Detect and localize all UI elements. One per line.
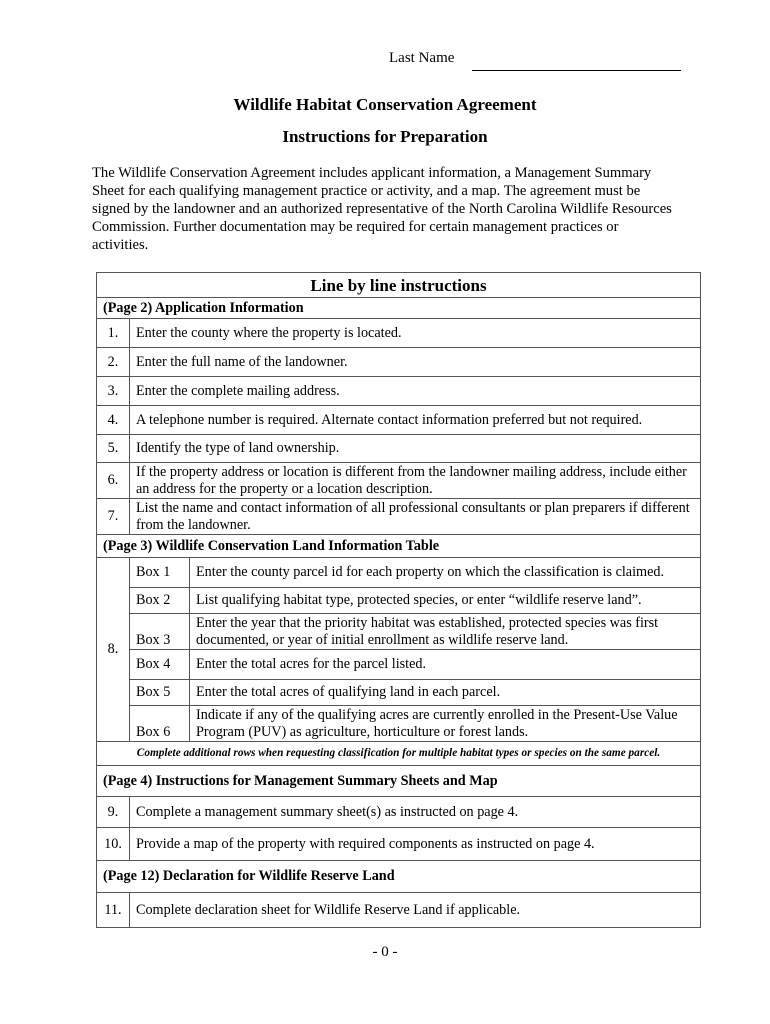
last-name-label: Last Name bbox=[389, 50, 455, 66]
box-text: List qualifying habitat type, protected species, or enter “wildlife reserve land”. bbox=[190, 588, 701, 614]
table-row bbox=[97, 377, 701, 406]
line-text: Enter the full name of the landowner. bbox=[130, 348, 701, 377]
line-text: List the name and contact information of all professional consultants or plan preparers if different from the landowner. bbox=[130, 499, 701, 535]
line-text: Enter the complete mailing address. bbox=[130, 377, 701, 406]
line-number: 7. bbox=[97, 499, 130, 535]
box-text: Enter the year that the priority habitat was established, protected species was first documented, or year of initial enrollment as wildlife reserve land. bbox=[190, 614, 701, 650]
table-row bbox=[97, 797, 701, 828]
table-row bbox=[97, 828, 701, 861]
box-label: Box 4 bbox=[130, 650, 190, 680]
line-text: If the property address or location is different from the landowner mailing address, include either an address for the property or a location description. bbox=[130, 463, 701, 499]
line-number: 9. bbox=[97, 797, 130, 828]
line-number: 1. bbox=[97, 319, 130, 348]
line-number: 6. bbox=[97, 463, 130, 499]
table-row bbox=[97, 588, 701, 614]
table-row bbox=[97, 614, 701, 650]
line-number: 2. bbox=[97, 348, 130, 377]
table-row bbox=[97, 558, 701, 588]
line-text: Enter the county where the property is located. bbox=[130, 319, 701, 348]
box-text: Enter the total acres for the parcel listed. bbox=[190, 650, 701, 680]
additional-rows-note: Complete additional rows when requesting classification for multiple habitat types or species on the same parcel. bbox=[97, 742, 701, 766]
box-text: Indicate if any of the qualifying acres are currently enrolled in the Present-Use Value Program (PUV) as agriculture, horticulture or forest lands. bbox=[190, 706, 701, 742]
line-number: 8. bbox=[97, 558, 130, 742]
line-text: Identify the type of land ownership. bbox=[130, 435, 701, 463]
section-page-12: (Page 12) Declaration for Wildlife Reserve Land bbox=[97, 861, 701, 893]
table-row bbox=[97, 893, 701, 928]
table-row bbox=[97, 319, 701, 348]
document-title: Wildlife Habitat Conservation Agreement bbox=[233, 95, 537, 114]
table-row bbox=[97, 463, 701, 499]
table-row bbox=[97, 680, 701, 706]
box-label: Box 1 bbox=[130, 558, 190, 588]
line-number: 5. bbox=[97, 435, 130, 463]
box-text: Enter the total acres of qualifying land in each parcel. bbox=[190, 680, 701, 706]
section-page-2: (Page 2) Application Information bbox=[97, 298, 701, 319]
instructions-table bbox=[96, 272, 701, 928]
table-heading: Line by line instructions bbox=[97, 273, 701, 298]
box-text: Enter the county parcel id for each property on which the classification is claimed. bbox=[190, 558, 701, 588]
box-label: Box 5 bbox=[130, 680, 190, 706]
document-subtitle: Instructions for Preparation bbox=[282, 127, 488, 146]
line-number: 3. bbox=[97, 377, 130, 406]
line-text: A telephone number is required. Alternate contact information preferred but not required. bbox=[130, 406, 701, 435]
box-label: Box 6 bbox=[130, 706, 190, 742]
intro-paragraph: The Wildlife Conservation Agreement includes applicant information, a Management Summary Sheet for each qualifying management practice or activity, and a map. The agreement must be signed by the landowner and an authorized representative of the North Carolina Wildlife Resources Commission. Further documentation may be required for certain management practices or activities. bbox=[92, 165, 672, 253]
line-number: 11. bbox=[97, 893, 130, 928]
table-row bbox=[97, 435, 701, 463]
section-page-4: (Page 4) Instructions for Management Summary Sheets and Map bbox=[97, 766, 701, 797]
table-row bbox=[97, 499, 701, 535]
last-name-field[interactable] bbox=[472, 70, 681, 71]
line-number: 10. bbox=[97, 828, 130, 861]
table-row bbox=[97, 650, 701, 680]
table-row bbox=[97, 406, 701, 435]
line-text: Complete a management summary sheet(s) as instructed on page 4. bbox=[130, 797, 701, 828]
box-label: Box 2 bbox=[130, 588, 190, 614]
box-label: Box 3 bbox=[130, 614, 190, 650]
section-page-3: (Page 3) Wildlife Conservation Land Information Table bbox=[97, 535, 701, 558]
table-row bbox=[97, 348, 701, 377]
line-text: Complete declaration sheet for Wildlife Reserve Land if applicable. bbox=[130, 893, 701, 928]
line-text: Provide a map of the property with required components as instructed on page 4. bbox=[130, 828, 701, 861]
line-number: 4. bbox=[97, 406, 130, 435]
table-row bbox=[97, 706, 701, 742]
page-number: - 0 - bbox=[372, 944, 398, 960]
